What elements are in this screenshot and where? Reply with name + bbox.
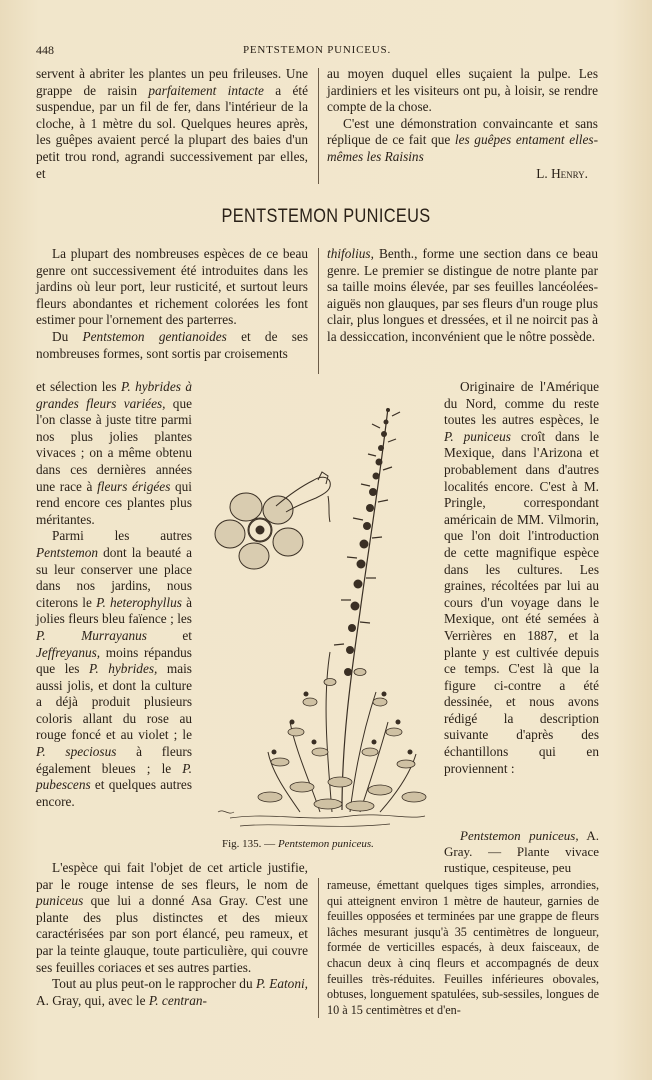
text-italic: P. Eatoni,	[256, 976, 308, 992]
left-narrow-column	[36, 379, 192, 810]
text-italic: P. hybrides,	[89, 661, 158, 677]
text: à jolies fleurs bleu faïence ; les	[36, 594, 192, 627]
column-divider	[318, 878, 319, 1018]
text: Tout au plus peut-on le rapprocher du	[52, 976, 257, 992]
bottom-right-column	[327, 878, 599, 1018]
text: qui rend encore ces plantes plus méritantes.	[36, 478, 192, 527]
text-italic: P. speciosus	[36, 744, 117, 760]
text-italic: les guêpes entament elles-mêmes les Raisins	[327, 132, 598, 164]
text-italic: fleurs érigées	[97, 478, 171, 494]
text: croît dans le Mexique, dans l'Arizona et probablement dans d'autres localités encore. C'est à M. Pringle, correspondant américain de MM. Vilmorin, que l'on doit l'introduction de cette magnifique espèce dans les cultures. Les graines, récoltées par lui au cours d'un voyage dans le Mexique, ont été semées à Verrières en 1887, et la plante y est cultivée depuis ce temps. C'est là que la figure ci-contre a été dessinée, et nous avons rédigé la description suivante d'après des échantillons qui en proviennent :	[444, 428, 600, 776]
text: et de ses nombreuses formes, sont sortis par croisements	[36, 328, 308, 361]
text: dont la beauté a su leur conserver une place dans nos jardins, nous citerons le	[36, 544, 192, 610]
text: que lui a donné Asa Gray. C'est une plante des plus distinctes et des mieux caractérisées par son port élancé, peu rameux, et par la teinte glauque, toute particulière, qui couvre ses feuilles coriaces et ses autres parties.	[36, 893, 308, 975]
text-italic: Pentstemon gentianoides	[82, 328, 227, 344]
paragraph	[327, 116, 598, 166]
paragraph: La plupart des nombreuses espèces de ce beau genre ont successivement été introduites dans les jardins où leur port, leur rusticité, et surtout leurs fleurs abondantes et richement colorées les font estimer pour l'ornement des parterres.	[36, 246, 308, 328]
figure-caption	[222, 838, 374, 850]
column-divider	[318, 248, 319, 374]
penstemon-drawing	[210, 402, 440, 837]
text-italic: P. pubescens	[36, 760, 192, 793]
text: A. Gray, qui, avec le	[36, 992, 149, 1008]
text: moins répandus que les	[36, 644, 192, 677]
text-italic: Pentstemon puniceus,	[460, 828, 579, 843]
text: à fleurs également bleues ; le	[36, 744, 192, 776]
flower-detail	[215, 472, 330, 569]
paragraph	[36, 976, 308, 1009]
text: a été suspendue, par un fil de fer, dans l'intérieur de la cloche, à 1 mètre du sol. Quelques heures après, les guêpes avaient percé la plupart des baies d'un petit trou rond, agrandi successivement par elles, et	[36, 82, 308, 181]
paragraph: rameuse, émettant quelques tiges simples, arrondies, qui atteignent environ 1 mètre de hauteur, garnies de feuilles opposées et terminées par une grappe de fleurs lâches mesurant jusqu'à 35 centimètres de longueur, formée de verticilles espacés, à deux faisceaux, de chacun deux à cinq fleurs et accompagnés de deux feuilles très-réduites. Feuilles inférieures obovales, obtuses, longuement spatulées, sub-sessiles, longues de 10 à 15 centimètres et d'en-	[327, 878, 599, 1017]
text-italic: Jeffreyanus,	[36, 644, 101, 660]
paragraph	[36, 528, 192, 810]
text: L'espèce qui fait l'objet de cet article justifie, par le rouge intense de ses fleurs, le nom de	[36, 860, 308, 892]
text-italic: Pentstemon	[36, 544, 99, 560]
bottom-left-column	[36, 860, 308, 1009]
text: , Benth., forme une section dans ce beau genre. Le premier se distingue de notre plante par sa taille moins élevée, par ses feuilles lancéolées-aiguës non glauques, par ses fleurs d'un rouge plus clair, plus longues et dressées, et il ne noircit pas à la dessiccation, inconvénient que le nôtre possède.	[327, 246, 598, 344]
text: Originaire de l'Amérique du Nord, comme du reste toutes les autres espèces, le	[444, 379, 599, 428]
paragraph	[444, 379, 599, 777]
article-title: PENTSTEMON PUNICEUS	[221, 206, 431, 227]
text-italic: P. puniceus	[444, 428, 511, 444]
running-header	[36, 43, 598, 59]
right-wide-column	[327, 246, 598, 346]
paragraph	[36, 860, 308, 976]
paragraph	[36, 379, 192, 528]
text: Parmi les autres	[52, 528, 192, 544]
text: et sélection les	[36, 379, 121, 394]
paragraph	[444, 828, 599, 875]
paragraph	[36, 66, 308, 182]
caption-label: Fig. 135. —	[222, 838, 278, 850]
text: et quelques autres encore.	[36, 777, 192, 809]
running-title: PENTSTEMON PUNICEUS.	[242, 44, 391, 56]
column-divider	[318, 68, 319, 184]
text-italic: parfaitement intacte	[148, 82, 264, 98]
text: Du	[52, 328, 83, 344]
plant-illustration	[210, 402, 440, 842]
description-start	[444, 828, 599, 875]
text: et	[146, 627, 192, 643]
text-italic: thifolius	[327, 246, 371, 261]
caption-title: Pentstemon puniceus.	[277, 838, 374, 850]
text-italic: puniceus	[36, 893, 84, 909]
text: C'est une démonstration convaincante et sans réplique de ce fait que	[327, 115, 598, 148]
paragraph: au moyen duquel elles suçaient la pulpe. Les jardiniers et les visiteurs ont pu, à loisir, se rendre compte de la chose.	[327, 66, 598, 115]
text-italic: P. hybrides à grandes fleurs variées,	[36, 379, 192, 411]
text: servent à abriter les plantes un peu frileuses. Une grappe de raisin	[36, 66, 308, 98]
page-number: 448	[36, 43, 54, 57]
signature: L. Henry.	[536, 165, 588, 181]
top-left-column	[36, 66, 308, 182]
text-italic: P. Murrayanus	[36, 627, 147, 643]
text-italic: P. centran-	[148, 992, 207, 1008]
paragraph	[36, 329, 308, 362]
text-italic: P. heterophyllus	[96, 594, 182, 610]
right-narrow-column	[444, 379, 599, 777]
text: que l'on classe à juste titre parmi nos plus jolies plantes vivaces ; on a même obtenu dans ces dernières années une race à	[36, 395, 192, 494]
text: A. Gray. — Plante vivace rustique, cespiteuse, peu	[444, 828, 599, 875]
left-wide-column	[36, 246, 308, 362]
text: mais aussi jolis, et dont la culture a déjà produit plusieurs coloris allant du rose au rouge foncé et au violet ; le	[36, 661, 192, 743]
paragraph	[327, 246, 598, 346]
top-right-column	[327, 66, 598, 182]
